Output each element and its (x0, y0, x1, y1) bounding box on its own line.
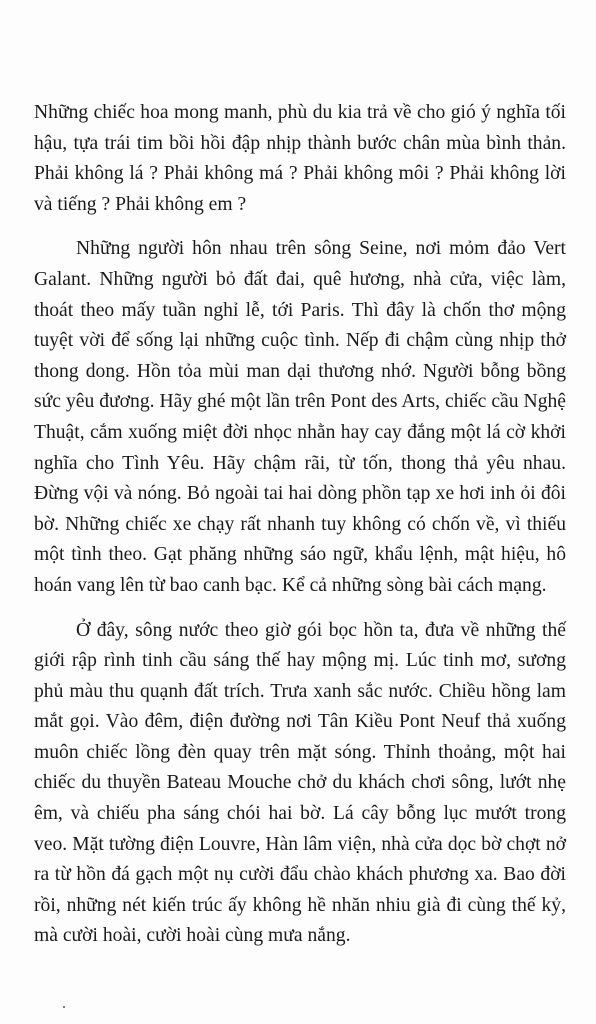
paragraph-3: Ở đây, sông nước theo giờ gói bọc hồn ta, đưa về những thế giới rập rình tinh cầu sáng thế hay mộng mị. Lúc tinh mơ, sương phủ màu thu quạnh đất trích. Trưa xanh sắc nước. Chiều hồng lam mắt gọi. Vào đêm, điện đường nơi Tân Kiều Pont Neuf thả xuống muôn chiếc lồng đèn quay trên mặt sóng. Thỉnh thoảng, một hai chiếc du thuyền Bateau Mouche chở du khách chơi sông, lướt nhẹ êm, và chiếu pha sáng chói hai bờ. Lá cây bỗng lục mướt trong veo. Mặt tường điện Louvre, Hàn lâm viện, nhà cửa dọc bờ chợt nở ra từ hồn đá gạch một nụ cười đẩu chào khách phương xa. Bao đời rồi, những nét kiến trúc ấy không hề nhăn nhiu già đi cùng thế kỷ, mà cười hoài, cười hoài cùng mưa nắng. (34, 619, 566, 947)
paragraph-1: Những chiếc hoa mong manh, phù du kia trả về cho gió ý nghĩa tối hậu, tựa trái tim bồi hồi đập nhịp thành bước chân mùa bình thản. Phải không lá ? Phải không má ? Phải không môi ? Phải không lời và tiếng ? Phải không em ? (34, 102, 566, 215)
paragraph-2: Những người hôn nhau trên sông Seine, nơi mỏm đảo Vert Galant. Những người bỏ đất đai, quê hương, nhà cửa, việc làm, thoát theo mấy tuần nghỉ lễ, tới Paris. Thì đây là chốn thơ mộng tuyệt vời để sống lại những cuộc tình. Nếp đi chậm cùng nhịp thở thong dong. Hồn tỏa mùi man dại thương nhớ. Người bỗng bồng sức yêu đương. Hãy ghé một lần trên Pont des Arts, chiếc cầu Nghệ Thuật, cắm xuống miệt đời nhọc nhằn hay cay đắng một lá cờ khởi nghĩa cho Tình Yêu. Hãy chậm rãi, từ tốn, thong thả yêu nhau. Đừng vội và nóng. Bỏ ngoài tai hai dòng phồn tạp xe hơi inh ỏi đôi bờ. Những chiếc xe chạy rất nhanh tuy không có chốn về, vì thiếu một tình theo. Gạt phăng những sáo ngữ, khẩu lệnh, mật hiệu, hô hoán vang lên từ bao canh bạc. Kể cả những sòng bài cách mạng. (34, 238, 566, 596)
scan-speck (63, 1006, 65, 1008)
body-text (34, 98, 566, 952)
